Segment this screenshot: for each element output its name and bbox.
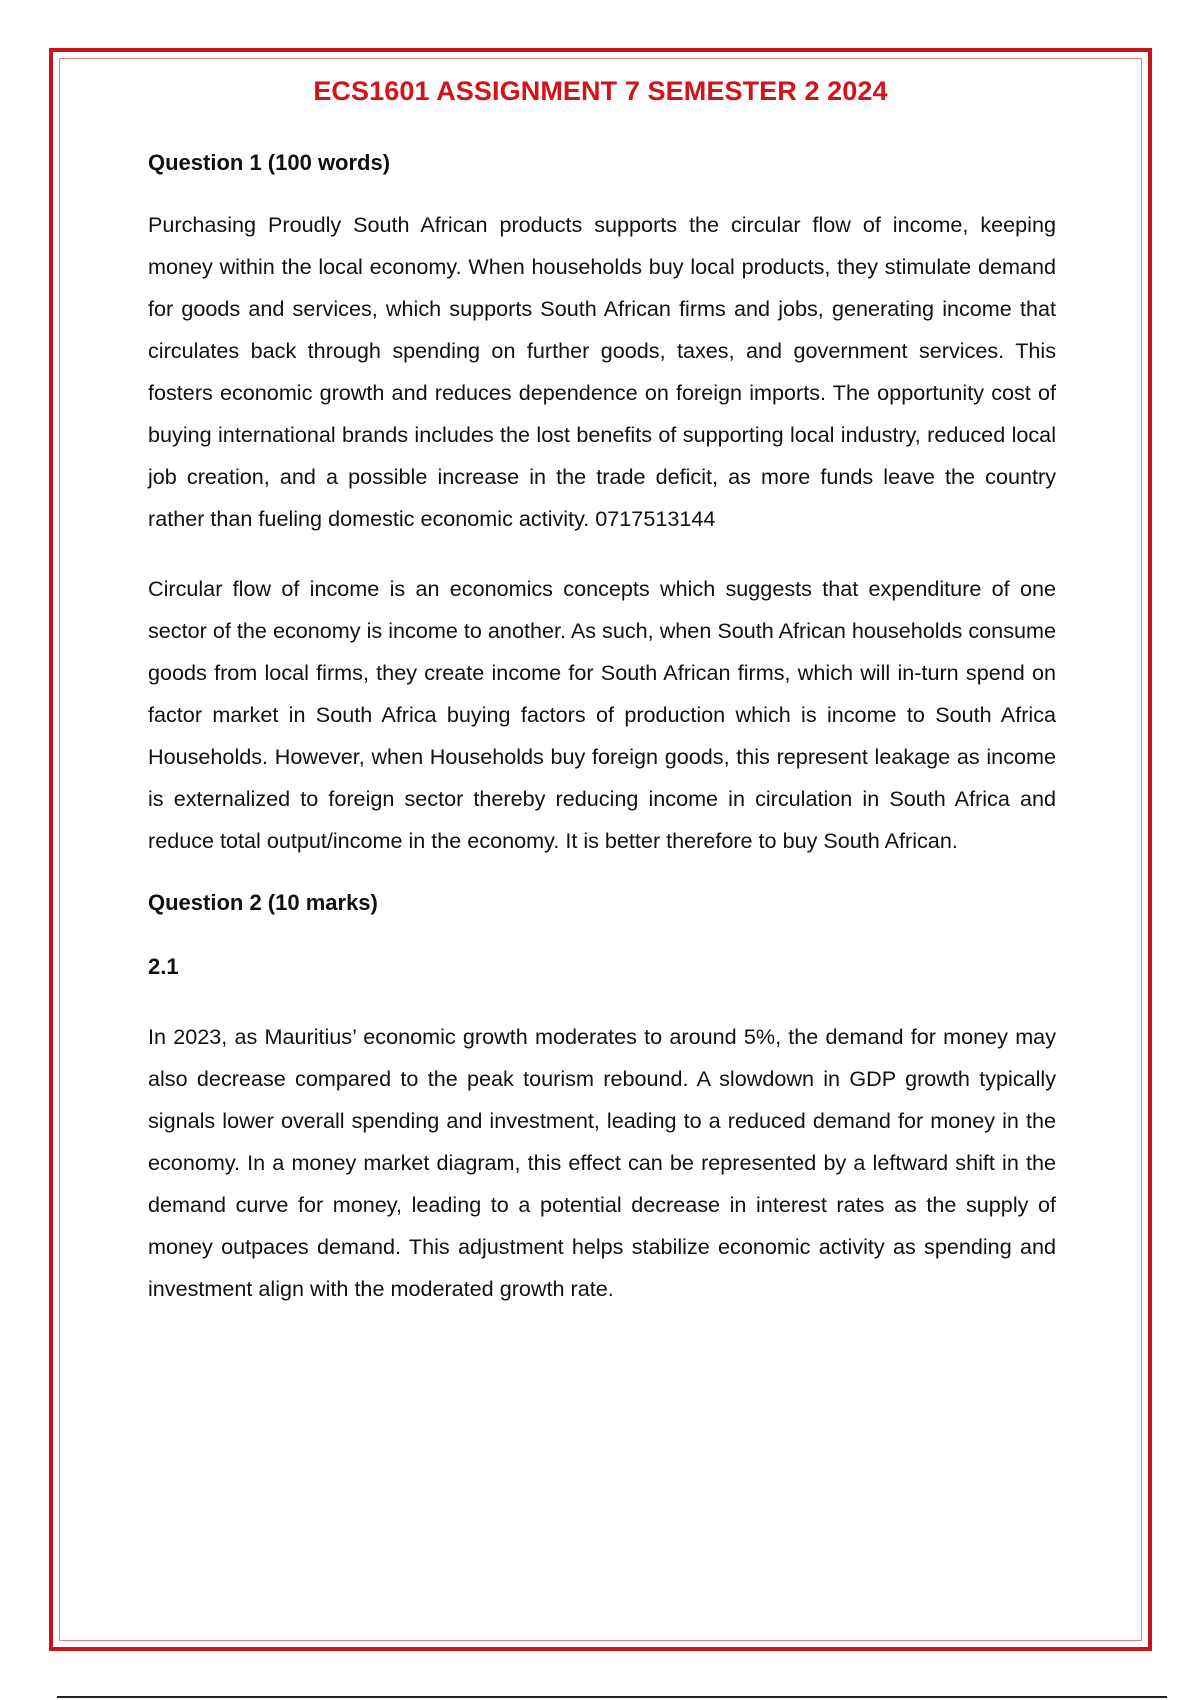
question-2-1-paragraph: In 2023, as Mauritius’ economic growth moderates to around 5%, the demand for money may also decrease compared to the peak tourism rebound. A slowdown in GDP growth typically signals lower overall spending and investment, leading to a reduced demand for money in the economy. In a money market diagram, this effect can be represented by a leftward shift in the demand curve for money, leading to a potential decrease in interest rates as the supply of money outpaces demand. This adjustment helps stabilize economic activity as spending and investment align with the moderated growth rate. — [148, 1024, 1056, 1301]
footer-divider — [57, 1696, 1167, 1698]
question-2-heading: Question 2 (10 marks) — [148, 890, 378, 915]
page-border — [49, 48, 1152, 1651]
subquestion-2-1-heading: 2.1 — [148, 954, 179, 979]
document-body — [148, 148, 1056, 1310]
question-1-heading: Question 1 (100 words) — [148, 150, 391, 175]
question-1-paragraph-1: Purchasing Proudly South African products supports the circular flow of income, keeping money within the local economy. When households buy local products, they stimulate demand for goods and services, which supports South African firms and jobs, generating income that circulates back through spending on further goods, taxes, and government services. This fosters economic growth and reduces dependence on foreign imports. The opportunity cost of buying international brands includes the lost benefits of supporting local industry, reduced local job creation, and a possible increase in the trade deficit, as more funds leave the country rather than fueling domestic economic activity. 0717513144 — [148, 212, 1056, 531]
document-title: ECS1601 ASSIGNMENT 7 SEMESTER 2 2024 — [313, 76, 888, 106]
question-1-paragraph-2: Circular flow of income is an economics concepts which suggests that expenditure of one sector of the economy is income to another. As such, when South African households consume goods from local firms, they create income for South African firms, which will in-turn spend on factor market in South Africa buying factors of production which is income to South Africa Households. However, when Households buy foreign goods, this represent leakage as income is externalized to foreign sector thereby reducing income in circulation in South Africa and reduce total output/income in the economy. It is better therefore to buy South African. — [148, 576, 1056, 853]
